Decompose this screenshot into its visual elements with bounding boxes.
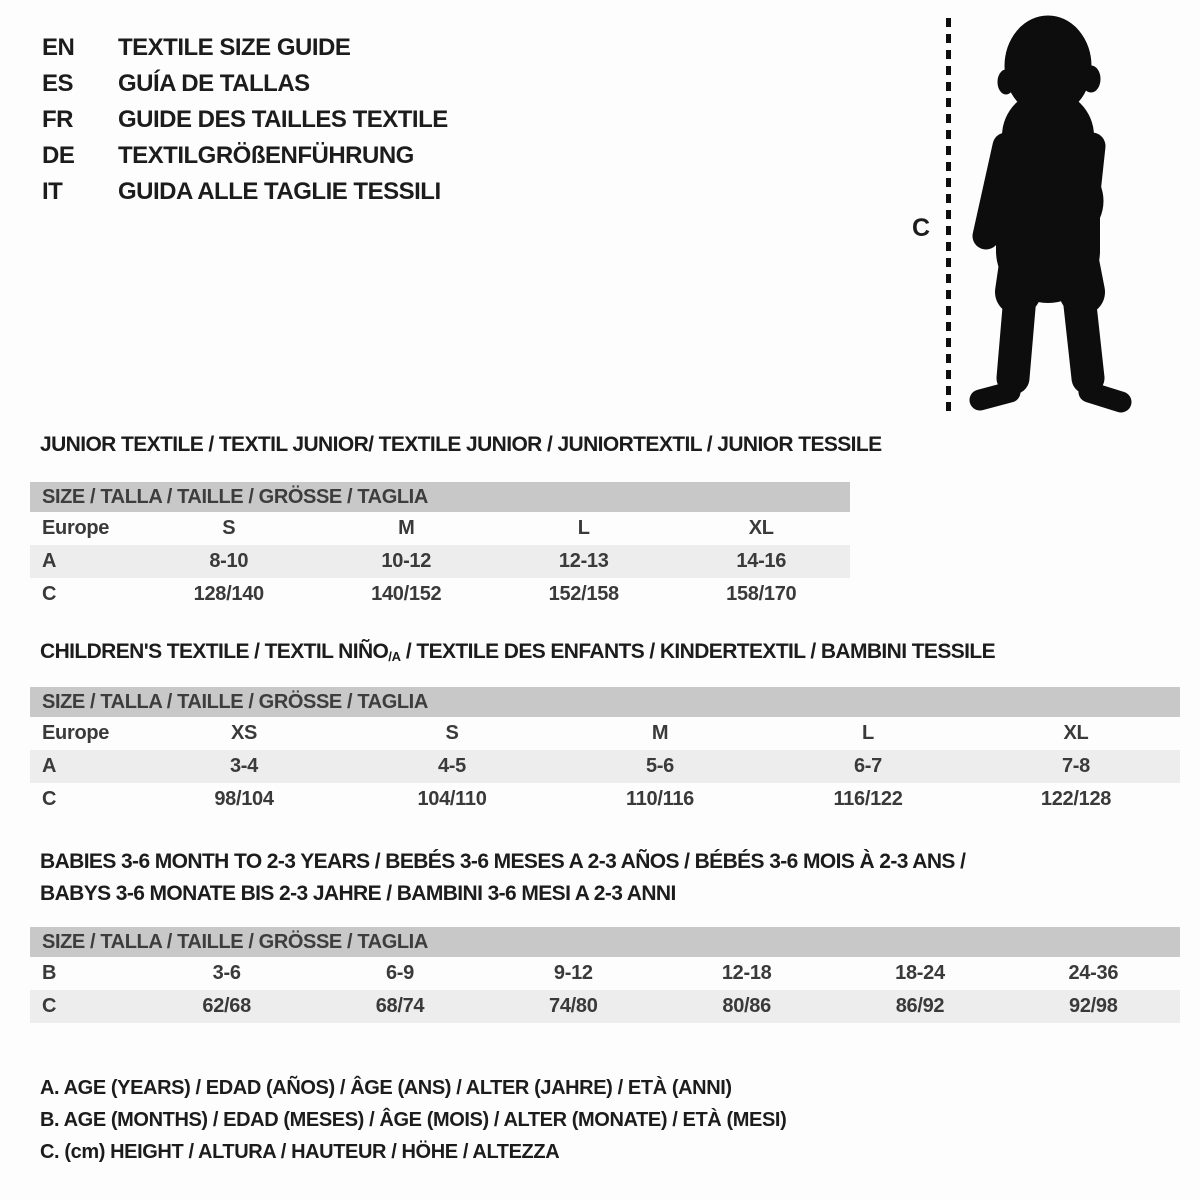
age-cell: 3-4: [229, 755, 258, 777]
babies-size-table: [30, 927, 1180, 1023]
months-cell: 6-9: [385, 962, 414, 984]
children-title-text: / TEXTILE DES ENFANTS / KINDERTEXTIL / BAMBINI TESSILE: [400, 640, 996, 663]
legend-age-years: A. AGE (YEARS) / EDAD (AÑOS) / ÂGE (ANS) / ALTER (JAHRE) / ETÀ (ANNI): [40, 1077, 732, 1099]
children-title-text: CHILDREN'S TEXTILE / TEXTIL NIÑO: [40, 640, 389, 663]
table-row-height: [30, 783, 1180, 816]
language-code: ES: [42, 70, 74, 97]
language-title: GUIDE DES TAILLES TEXTILE: [118, 106, 448, 133]
height-cell: 92/98: [1069, 995, 1118, 1017]
size-cell: M: [651, 722, 669, 744]
table-row-height: [30, 990, 1180, 1023]
row-label: C: [42, 995, 57, 1017]
babies-title-line1: BABIES 3-6 MONTH TO 2-3 YEARS / BEBÉS 3-6 MESES A 2-3 AÑOS / BÉBÉS 3-6 MOIS À 2-3 ANS /: [40, 850, 966, 873]
size-table-header: SIZE / TALLA / TAILLE / GRÖSSE / TAGLIA: [30, 482, 850, 512]
size-cell: S: [445, 722, 459, 744]
toddler-silhouette-icon: [958, 6, 1148, 426]
size-cell: M: [398, 517, 415, 539]
months-cell: 3-6: [212, 962, 241, 984]
size-cell: XL: [1063, 722, 1089, 744]
height-cell: 116/122: [833, 788, 903, 810]
table-row-months: [30, 957, 1180, 990]
language-row-fr: [42, 102, 448, 138]
table-row-age: [30, 750, 1180, 783]
age-cell: 14-16: [736, 550, 787, 572]
height-cell: 110/116: [626, 788, 694, 810]
table-row-age: [30, 545, 850, 578]
language-title: GUÍA DE TALLAS: [118, 70, 310, 97]
size-table-header: SIZE / TALLA / TAILLE / GRÖSSE / TAGLIA: [30, 687, 1180, 717]
language-row-de: [42, 138, 448, 174]
legend-age-months: B. AGE (MONTHS) / EDAD (MESES) / ÂGE (MOIS) / ALTER (MONATE) / ETÀ (MESI): [40, 1109, 787, 1131]
language-code: DE: [42, 142, 75, 169]
measure-legend: [40, 1072, 786, 1168]
size-cell: L: [862, 722, 874, 744]
age-cell: 5-6: [645, 755, 674, 777]
table-row-europe: [30, 717, 1180, 750]
language-title: TEXTILGRÖßENFÜHRUNG: [118, 142, 414, 169]
language-title: GUIDA ALLE TAGLIE TESSILI: [118, 178, 441, 205]
age-cell: 7-8: [1061, 755, 1090, 777]
months-cell: 12-18: [721, 962, 772, 984]
language-title: TEXTILE SIZE GUIDE: [118, 34, 351, 61]
language-row-en: [42, 30, 448, 66]
row-label: Europe: [42, 722, 110, 744]
children-size-table: [30, 687, 1180, 816]
height-cell: 68/74: [375, 995, 425, 1017]
babies-title-line2: BABYS 3-6 MONATE BIS 2-3 JAHRE / BAMBINI 3-6 MESI A 2-3 ANNI: [40, 882, 676, 905]
months-cell: 18-24: [895, 962, 945, 984]
language-row-it: [42, 174, 448, 210]
measure-c-label: C: [912, 214, 931, 242]
height-cell: 122/128: [1040, 788, 1112, 810]
language-code: EN: [42, 34, 75, 61]
children-section-title: [40, 640, 995, 664]
age-cell: 12-13: [558, 550, 609, 572]
size-cell: S: [222, 517, 236, 539]
size-cell: L: [577, 517, 590, 539]
row-label: A: [42, 550, 57, 572]
height-cell: 152/158: [548, 583, 619, 605]
language-title-list: [42, 30, 448, 210]
row-label: C: [42, 583, 57, 605]
legend-height-cm: C. (cm) HEIGHT / ALTURA / HAUTEUR / HÖHE / ALTEZZA: [40, 1141, 560, 1163]
age-cell: 6-7: [853, 755, 882, 777]
junior-size-table: [30, 482, 850, 611]
language-code: IT: [42, 178, 63, 205]
size-cell: XS: [230, 722, 258, 744]
height-cell: 62/68: [202, 995, 251, 1017]
height-measure-figure: [900, 0, 1200, 430]
babies-section-title: [40, 846, 965, 910]
height-cell: 140/152: [371, 583, 442, 605]
height-cell: 86/92: [895, 995, 945, 1017]
age-cell: 10-12: [381, 550, 432, 572]
height-cell: 158/170: [726, 583, 797, 605]
height-cell: 104/110: [417, 788, 487, 810]
months-cell: 9-12: [553, 962, 593, 984]
height-cell: 74/80: [549, 995, 598, 1017]
size-cell: XL: [748, 517, 774, 539]
row-label: B: [42, 962, 57, 984]
height-cell: 80/86: [722, 995, 771, 1017]
height-cell: 98/104: [214, 788, 274, 810]
size-table-header: SIZE / TALLA / TAILLE / GRÖSSE / TAGLIA: [30, 927, 1180, 957]
row-label: Europe: [42, 517, 110, 539]
age-cell: 8-10: [209, 550, 249, 572]
junior-section-title: JUNIOR TEXTILE / TEXTIL JUNIOR/ TEXTILE JUNIOR / JUNIORTEXTIL / JUNIOR TESSILE: [40, 433, 882, 456]
table-row-height: [30, 578, 850, 611]
language-code: FR: [42, 106, 73, 133]
months-cell: 24-36: [1068, 962, 1119, 984]
language-row-es: [42, 66, 448, 102]
row-label: A: [42, 755, 57, 777]
table-row-europe: [30, 512, 850, 545]
row-label: C: [42, 788, 57, 810]
children-title-subscript: /A: [388, 649, 401, 664]
height-cell: 128/140: [193, 583, 264, 605]
height-measure-dashed-line: [946, 18, 951, 418]
age-cell: 4-5: [437, 755, 466, 777]
